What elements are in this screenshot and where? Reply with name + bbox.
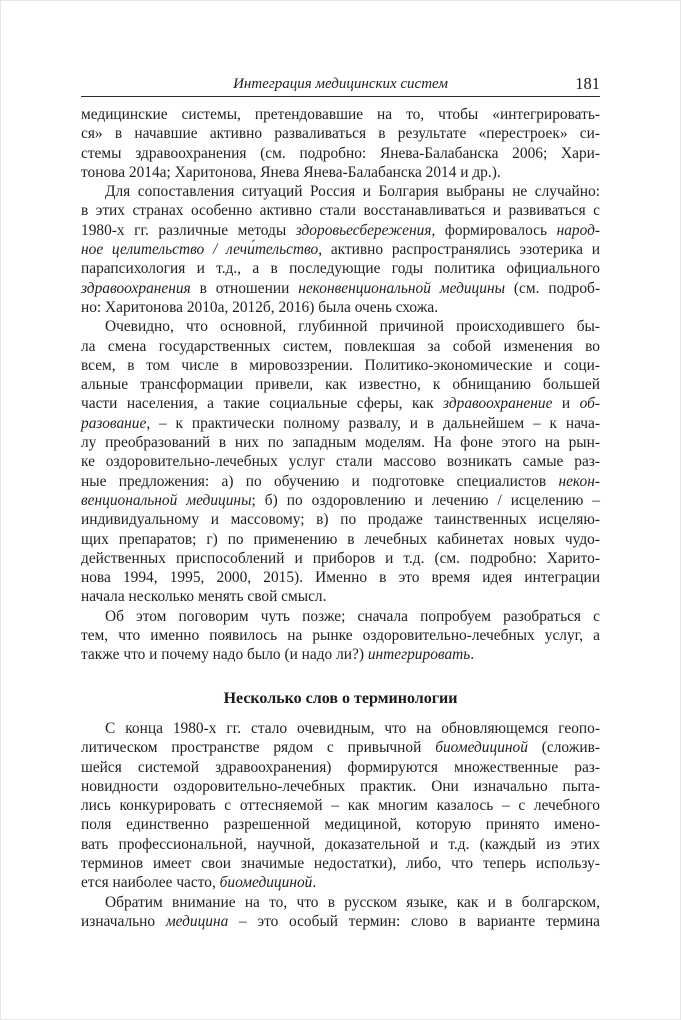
text-line [81, 549, 600, 568]
paragraph [81, 182, 600, 317]
text-run: Обратим внимание на то, что в русском языке, как и в болгарском, [105, 893, 600, 911]
text-line [81, 317, 600, 336]
text-line [81, 105, 600, 124]
text-run: всем, в том числе в мировоззрении. Политико-экономические и соци- [81, 356, 600, 374]
text-line [81, 530, 600, 549]
text-run: действенных приспособлений и приборов и т.д. (см. подробно: Харито- [81, 549, 600, 567]
text-line [81, 854, 600, 873]
italic-term: разование [81, 414, 147, 432]
text-line [81, 375, 600, 394]
text-run: (см. подроб- [505, 279, 601, 297]
paragraph [81, 719, 600, 893]
text-run: ла смена государственных систем, повлекшая за собой изменения во [81, 337, 600, 355]
italic-term: венциональной медицины [81, 491, 252, 509]
text-line [81, 124, 600, 143]
text-block [81, 76, 600, 931]
text-line [81, 510, 600, 529]
text-line [81, 414, 600, 433]
text-line [81, 645, 600, 664]
text-run: в отношении [190, 279, 299, 297]
page-number: 181 [575, 74, 600, 93]
running-head [81, 76, 600, 93]
paragraph [81, 893, 600, 932]
text-run: . [312, 874, 317, 892]
text-run: тем, что именно появилось на рынке оздоровительно-лечебных услуг, а [81, 627, 600, 645]
text-run: ся» в начавшие активно разваливаться в результате «перестроек» си- [81, 125, 600, 143]
italic-term: биомедициной [219, 874, 313, 892]
text-run: вать профессиональной, научной, доказательной и т.д. (каждый из этих [81, 835, 600, 853]
text-run: литическом пространстве рядом с привычной [81, 739, 436, 757]
text-line [81, 221, 600, 240]
text-run: альные трансформации привели, как известно, к обнищанию большей [81, 376, 600, 394]
text-line [81, 163, 600, 182]
text-run: новидности оздоровительно-лечебных практик. Они изначально пыта- [81, 777, 600, 795]
text-run: также что и почему надо было (и надо ли?) [81, 646, 368, 664]
text-run: ные предложения: а) по обучению и подготовке специалистов [81, 472, 559, 490]
text-line [81, 337, 600, 356]
text-line [81, 259, 600, 278]
text-run: 1980-х гг. различные методы [81, 221, 296, 239]
italic-term: народ- [556, 221, 600, 239]
paragraph [81, 607, 600, 665]
text-line [81, 394, 600, 413]
section-heading: Несколько слов о терминологии [223, 689, 458, 707]
text-line [81, 758, 600, 777]
text-line [81, 472, 600, 491]
text-run: лись конкурировать с оттесняемой – как многим казалось – с лечебного [81, 797, 600, 815]
text-run: , активно распространялись эзотерика и [318, 241, 600, 259]
paragraph [81, 105, 600, 182]
italic-term: некон- [558, 472, 600, 490]
text-run: лу преобразований в них по западным моделям. На фоне этого на рын- [81, 434, 600, 452]
running-title: Интеграция медицинских систем [233, 76, 448, 92]
text-line [81, 201, 600, 220]
italic-term: биомедициной [435, 739, 528, 757]
text-run: начала несколько менять свой смысл. [81, 588, 327, 606]
text-line [81, 607, 600, 626]
text-line [81, 796, 600, 815]
paragraph [81, 317, 600, 606]
text-line [81, 144, 600, 163]
text-run: , – к практически полному развалу, и в дальнейшем – к нача- [146, 414, 600, 432]
text-run: . [470, 646, 475, 664]
page-body [81, 105, 600, 931]
text-run: поля единственно разрешенной медициной, которую принято имено- [81, 816, 600, 834]
text-line [81, 719, 600, 738]
italic-term: неконвенциональной медицины [298, 279, 506, 297]
text-line [81, 279, 600, 298]
text-line [81, 587, 600, 606]
text-line [81, 626, 600, 645]
text-run: парапсихология и т.д., а в последующие годы политика официального [81, 260, 600, 278]
text-run: изначально [81, 912, 166, 930]
text-line [81, 182, 600, 201]
italic-term: об- [579, 395, 600, 413]
text-run: – это особый термин: слово в варианте термина [228, 912, 601, 930]
text-run: и [552, 395, 580, 413]
text-line [81, 873, 600, 892]
text-run: в этих странах особенно активно стали восстанавливаться и развиваться с [81, 202, 600, 220]
italic-term: ное целительство / лечи́тельство [81, 241, 319, 259]
text-run: но: Харитонова 2010а, 2012б, 2016) была очень схожа. [81, 298, 439, 316]
text-run: Очевидно, что основной, глубинной причиной происходившего бы- [105, 318, 600, 336]
text-line [81, 568, 600, 587]
text-run: Для сопоставления ситуаций Россия и Болгария выбраны не случайно: [105, 183, 600, 201]
text-run: медицинские системы, претендовавшие на то, чтобы «интегрировать- [81, 106, 600, 123]
text-run: индивидуальному и массовому; в) по продаже таинственных исцеляю- [81, 511, 600, 529]
text-line [81, 298, 600, 317]
text-line [81, 835, 600, 854]
text-line [81, 356, 600, 375]
text-line [81, 912, 600, 931]
text-line [81, 433, 600, 452]
text-run: стемы здравоохранения (см. подробно: Янева-Балабанска 2006; Хари- [81, 144, 600, 162]
text-line [81, 452, 600, 471]
text-run: ется наиболее часто, [81, 874, 220, 892]
header-rule [81, 96, 600, 97]
text-run: части населения, а такие социальные сферы, как [81, 395, 444, 413]
text-line [81, 491, 600, 510]
text-run: щих препаратов; г) по применению в лечебных кабинетах новых чудо- [81, 530, 600, 548]
italic-term: здравоохранения [81, 279, 191, 297]
italic-term: интегрировать [367, 646, 471, 664]
text-run: (сложив- [527, 739, 601, 757]
text-run: С конца 1980-х гг. стало очевидным, что на обновляющемся геопо- [105, 719, 600, 737]
text-line [81, 738, 600, 757]
italic-term: медицина [165, 912, 229, 930]
text-line [81, 777, 600, 796]
text-line [81, 240, 600, 259]
text-run: тонова 2014а; Харитонова, Янева Янева-Балабанска 2014 и др.). [81, 163, 501, 181]
text-run: ; б) по оздоровлению и лечению / исцелению – [251, 491, 600, 509]
italic-term: здравоохранение [443, 395, 553, 413]
text-run: терминов имеет свои значимые недостатки), либо, что теперь использу- [81, 854, 600, 872]
italic-term: здоровьесбережения [295, 221, 432, 239]
text-run: ке оздоровительно-лечебных услуг стали массово возникать самые раз- [81, 453, 600, 471]
text-line [81, 893, 600, 912]
text-run: Об этом поговорим чуть позже; сначала попробуем разобраться с [105, 607, 600, 625]
text-run: , формировалось [431, 221, 557, 239]
text-line [81, 815, 600, 834]
text-run: шейся системой здравоохранения) формируются множественные раз- [81, 758, 600, 776]
text-run: нова 1994, 1995, 2000, 2015). Именно в это время идея интеграции [81, 569, 600, 587]
